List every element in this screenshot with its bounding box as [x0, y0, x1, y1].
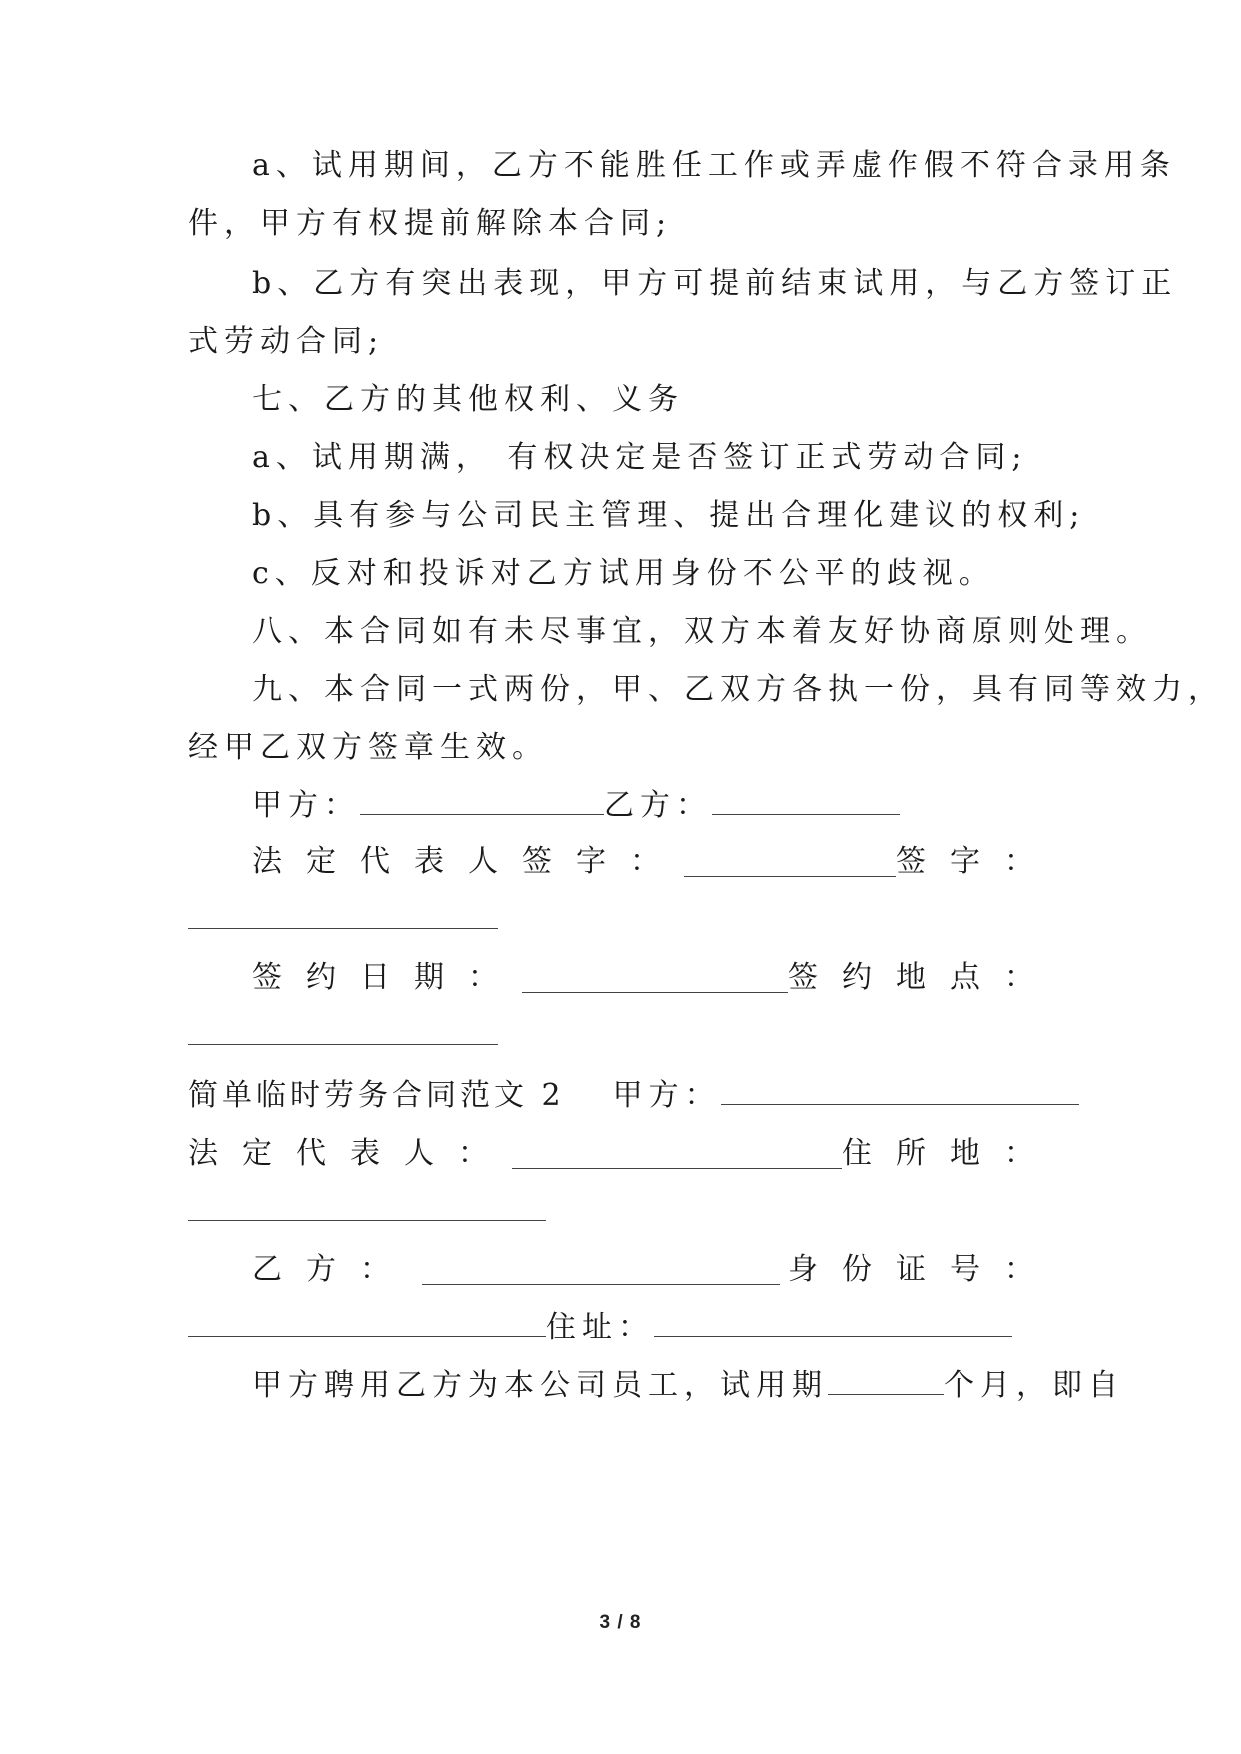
contract2-party-a-label: 甲方：: [612, 1078, 721, 1113]
section-7-item-a: a、试用期满， 有权决定是否签订正式劳动合同;: [252, 440, 1028, 475]
contract2-address-row: [188, 1308, 1058, 1348]
legal-rep-sign-row: [252, 842, 1058, 882]
contract2-employment-text-before: 甲方聘用乙方为本公司员工，试用期: [252, 1368, 828, 1403]
contract2-party-b-blank: [422, 1258, 780, 1285]
section-7-heading: 七、乙方的其他权利、义务: [252, 382, 684, 417]
contract2-party-b-row: [252, 1250, 1058, 1290]
signature-parties-row: [252, 786, 1122, 826]
contract2-legal-rep-label: 法定代表人：: [188, 1136, 512, 1171]
section-9-line2: 经甲乙双方签章生效。: [188, 730, 548, 765]
contract2-party-b-label: 乙方：: [252, 1252, 414, 1287]
section-7-item-b: b、具有参与公司民主管理、提出合理化建议的权利;: [252, 498, 1086, 533]
section-9-line1: 九、本合同一式两份，甲、乙双方各执一份，具有同等效力，: [252, 672, 1224, 707]
page-number: 3 / 8: [599, 1612, 642, 1633]
contract2-id-number-blank: [188, 1310, 546, 1337]
contract2-residence-label: 住所地：: [842, 1136, 1058, 1171]
contract2-legal-rep-row: [188, 1134, 1058, 1174]
sign-continuation-blank: [188, 928, 498, 929]
contract2-employment-text-after: 个月，即自: [944, 1368, 1124, 1403]
sign-date-blank: [522, 966, 788, 993]
contract2-address-label: 住址：: [546, 1310, 654, 1345]
legal-rep-sign-label: 法定代表人签字：: [252, 844, 684, 879]
party-a-label: 甲方：: [252, 788, 360, 823]
sign-label: 签字：: [896, 844, 1058, 879]
section-7-item-c: c、反对和投诉对乙方试用身份不公平的歧视。: [252, 556, 995, 591]
sign-place-label: 签约地点：: [788, 960, 1058, 995]
party-b-label: 乙方：: [604, 788, 712, 823]
clause-a-line2: 件，甲方有权提前解除本合同;: [188, 206, 673, 241]
sign-date-place-row: [252, 958, 1058, 998]
contract2-id-number-label: 身份证号：: [788, 1252, 1058, 1287]
contract2-employment-row: [252, 1366, 1122, 1406]
clause-b-line2: 式劳动合同;: [188, 324, 385, 359]
trial-period-months-blank: [828, 1368, 944, 1395]
sign-place-continuation-blank: [188, 1044, 498, 1045]
party-a-blank: [360, 788, 604, 815]
contract2-legal-rep-blank: [512, 1142, 842, 1169]
clause-b-line1: b、乙方有突出表现，甲方可提前结束试用，与乙方签订正: [252, 266, 1178, 301]
contract2-title-row: [188, 1076, 1058, 1116]
contract2-residence-blank: [188, 1220, 546, 1221]
sign-date-label: 签约日期：: [252, 960, 522, 995]
section-8: 八、本合同如有未尽事宜，双方本着友好协商原则处理。: [252, 614, 1152, 649]
contract2-address-blank: [654, 1310, 1012, 1337]
clause-a-line1: a、试用期间，乙方不能胜任工作或弄虚作假不符合录用条: [252, 148, 1176, 183]
party-b-blank: [712, 788, 900, 815]
contract2-title: 简单临时劳务合同范文 2: [188, 1078, 565, 1113]
legal-rep-sign-blank: [684, 850, 896, 877]
contract2-party-a-blank: [721, 1078, 1079, 1105]
